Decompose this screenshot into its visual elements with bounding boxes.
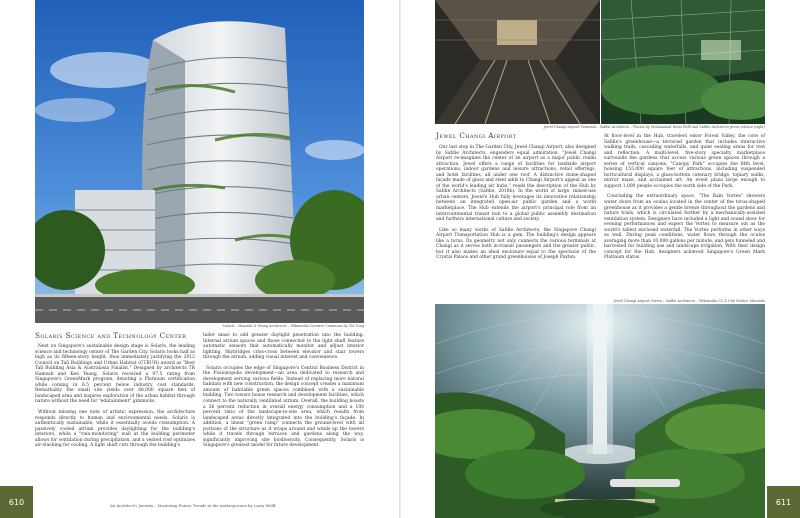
- solaris-section-title: Solaris Science and Technology Center: [35, 331, 187, 340]
- right-page-number: 611: [767, 486, 800, 518]
- jewel-facade-illustration: [601, 0, 765, 124]
- jewel-section-title: Jewel Changi Airport: [436, 131, 517, 140]
- page-gutter: [399, 0, 401, 518]
- left-col1-paragraph: Next on Singapore's sustainable design stage is Solaris, the leading science and technology center of The Garden City. Solaris looks half as high as its fifteen-story height, thus immediately justifying the 2012 Council on Tall Buildings and Urban Habitat (CTBUH) award as "Best Tall Building Asia & Australasia Finalist." Designed by architects TR Hamzah and Ken Yeang, Solaris received a 97.5 rating from Singapore's GreenMark program, denoting a Platinum certification while coming in 6.5 percent below industry cost standards. Remarkably the small site yields over 88,000 square feet of landscaped area and inspires exploration of the urban habitat through nature without the need for "edutainment" gimmicks.: [35, 344, 195, 405]
- right-col1-paragraph: Our last stop in The Garden City, Jewel Changi Airport, also designed by Safdie Architects, engenders equal admiration. "Jewel Changi Airport re-imagines the center of an airport as a major public realm attraction. Jewel offers a range of facilities for landside airport operations, indoor gardens and leisure attractions, retail offerings, and hotel facilities, all under one roof. A distinctive dome-shaped façade made of glass and steel adds to Changi Airport's appeal as one of the world's leading air hubs," reads the description of the Hub by Safdie Architects (Safdie, 2018b). In the world of large, mixed-use urban centers, Jewel's Hub fully leverages its innovative relationship between an integrated open-air public garden and a world marketplace. The Hub extends the airport's principal role from an intercontinental transit hub to a global public assembly destination and furthers international culture and society.: [436, 145, 596, 223]
- jewel-top-caption: Jewel Changi Airport Terminal – Safdie Architects – Photos by Muhammad Hariz Ilefli and Safdie Architects press release (right): [543, 125, 765, 129]
- solaris-photo-caption: Solaris – Hamzah & Yeang Architects – Wikimedia Creative Commons by Chi Tong: [222, 324, 364, 328]
- book-footer: An Architect's Journey – Mastering Future Trends in the Anthropocene by Larry Wolff: [110, 503, 276, 508]
- rain-vortex-illustration: [435, 304, 765, 518]
- right-column-1: [436, 145, 596, 266]
- right-col2-paragraph: At floor-level in the Hub, travelers enter Forest Valley, the core of Safdie's greenhouse—a terraced garden that includes interactive walking trails, cascading waterfalls, and quiet seating areas for rest and reflection. A multi-level, five-story specialty marketplace surrounds the gardens that access various green spaces through a series of vertical canyons. "Canopy Park" occupies the fifth level, housing 155,000 square feet of attractions, including suspended horticultural displays, a glass-bottom catenary bridge, topiary walks, mirror maze, and acclaimed art. An event plaza large enough to support 1,000 people occupies the north side of the Park.: [604, 134, 765, 189]
- left-column-1: [35, 344, 195, 454]
- left-col1-paragraph: Without missing one note of artistic expression, the architecture responds directly to human and environmental needs. Solaris is authentically sustainable, while it essentially avoids consumption. A passively cooled atrium provides daylighting for the building's interiors, while a "rain-monitoring" wall at the building perimeter allows for ventilation during precipitation, and a vented roof optimizes air-stacking for cooling. A light shaft cuts through the building's: [35, 410, 195, 449]
- jewel-escalator-illustration: [435, 0, 600, 124]
- left-page-number: 610: [0, 486, 33, 518]
- jewel-vortex-caption: Jewel Changi Airport Vortex – Safdie Architects – Wikimedia CC 4.0 by Matteo Morando: [613, 299, 765, 303]
- right-col1-paragraph: Like so many works of Safdie Architects, the Singapore Changi Airport Transportation Hub is a gem. The building's design appears like a torus. Its geometry not only connects the various terminals at Changi as it serves both in-transit passengers and the greater public, but it also makes an ideal enclosure equal to the spectacle of the Crystal Palace and other grand greenhouses of Joseph Paxton.: [436, 227, 596, 261]
- solaris-building-illustration: [35, 0, 364, 323]
- jewel-facade-photo: [601, 0, 765, 124]
- right-column-2: [604, 134, 765, 266]
- left-column-2: [203, 333, 364, 454]
- right-col2-paragraph: Concluding the extraordinary space, "The Rain Vortex" showers water down from an oculus located in the center of the torus-shaped greenhouse as it provides a gentle breeze throughout the gardens and nature trails, which is circulated further by a mechanically-assisted ventilation system. Designers have included a light and sound show for evening performances and expect the Vortex to measure out as the world's tallest enclosed waterfall. The Vortex performs in other ways as well. During peak conditions, water flows through the oculus averaging more than 10,000 gallons per minute, and gets funneled and harvested for building use and landscape irrigation. With their design concept for the Hub, designers achieved Singapore's Green Mark Platinum status.: [604, 194, 765, 261]
- rain-vortex-photo: [435, 304, 765, 518]
- left-col2-paragraph: Solaris occupies the edge of Singapore's Central Business District in the Fusionopolis development—an area dedicated to research and development serving various fields. Instead of replacing more natural habitats with new construction, the design concept creates a maximum amount of habitable green spaces combined with a sustainable building. Two towers house research and development facilities, which connect to the naturally ventilated atrium. Overall, the building boasts a 36 percent reduction in overall energy consumption and a 108 percent ratio of the landscape-to-site area, which results from landscaped areas directly integrated into the building's façade. In addition, a linear "green ramp" connects the ground-level with all portions of the structure as it wraps around and winds up the towers while it travels through terraces and gardens along the way, significantly improving site biodiversity. Consequently, Solaris is Singapore's greatest model for future development.: [203, 365, 364, 449]
- left-col2-paragraph: taller mass to add greater daylight penetration into the building. Internal atrium spaces and those connected to the light shaft feature automatic sensors that automatically monitor and adjust interior lighting. Skybridges criss-cross between elevator and stair towers through the atrium, adding visual interest and convenience.: [203, 333, 364, 361]
- jewel-interior-photo: [435, 0, 600, 124]
- solaris-photo: [35, 0, 364, 323]
